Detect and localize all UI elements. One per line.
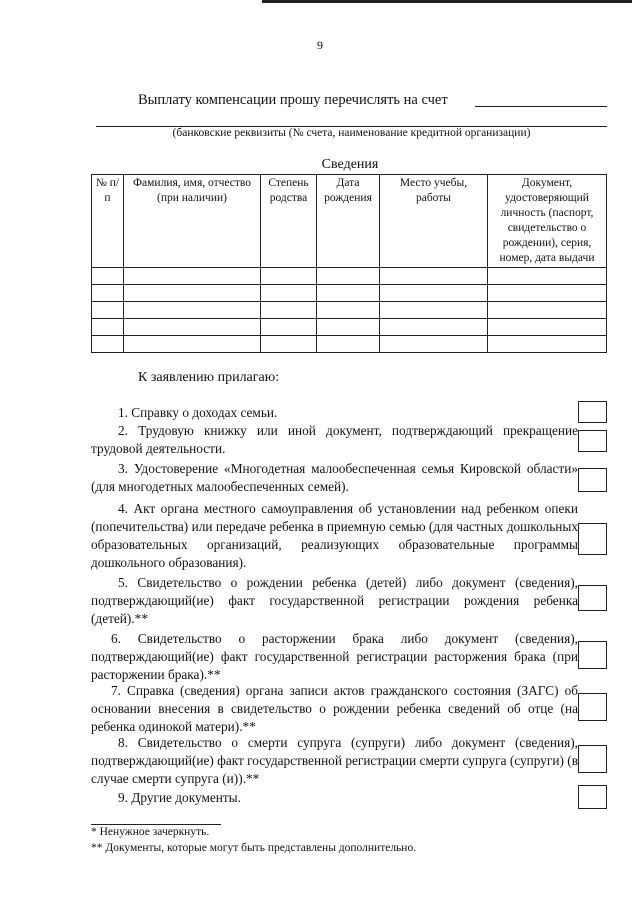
attachment-item-7: 7. Справка (сведения) органа записи актов гражданского состояния (ЗАГС) об основании внесения в свидетельство о рождении ребенка сведений об отце (на ребенка одинокой матери).** xyxy=(91,683,578,734)
top-border-line xyxy=(262,0,632,3)
table-cell[interactable] xyxy=(124,285,261,302)
table-title: Сведения xyxy=(321,157,379,172)
attachment-item-9: 9. Другие документы. xyxy=(118,790,241,805)
family-info-table xyxy=(91,174,607,353)
table-cell[interactable] xyxy=(380,336,488,353)
table-cell[interactable] xyxy=(488,285,607,302)
attachment-item-8: 8. Свидетельство о смерти супруга (супруги) либо документ (сведения), подтверждающий(ие) факт государственной регистрации смерти супруга (супруги) (в случае смерти супруга (и)).** xyxy=(91,735,578,786)
header-cell: Дата рождения xyxy=(317,175,380,268)
table-cell[interactable] xyxy=(488,268,607,285)
attachment-item-6: 6. Свидетельство о расторжении брака либо документ (сведения), подтверждающий(ие) факт государственной регистрации расторжения брака (при расторжении брака).** xyxy=(91,631,578,682)
table-cell[interactable] xyxy=(380,302,488,319)
table-cell[interactable] xyxy=(124,268,261,285)
table-cell[interactable] xyxy=(380,319,488,336)
payment-account-field[interactable] xyxy=(475,106,607,107)
page-number: 9 xyxy=(317,38,323,52)
header-cell: Документ, удостоверяющий личность (паспорт, свидетельство о рождении), серия, номер, дата выдачи xyxy=(488,175,607,268)
table-cell[interactable] xyxy=(124,302,261,319)
table-cell[interactable] xyxy=(317,285,380,302)
attachment-checkbox-4[interactable] xyxy=(578,523,607,555)
footnote-divider xyxy=(91,824,221,825)
attachment-checkbox-9[interactable] xyxy=(578,785,607,809)
footnote-1: * Ненужное зачеркнуть. xyxy=(91,826,210,838)
attachment-checkbox-3[interactable] xyxy=(578,468,607,492)
table-cell[interactable] xyxy=(488,336,607,353)
table-cell[interactable] xyxy=(317,302,380,319)
payment-account-label: Выплату компенсации прошу перечислять на счет xyxy=(138,92,448,108)
attachment-item-3: 3. Удостоверение «Многодетная малообеспеченная семья Кировской области» (для многодетных малообеспеченных семей). xyxy=(91,461,578,494)
attachment-item-2: 2. Трудовую книжку или иной документ, подтверждающий прекращение трудовой деятельности. xyxy=(91,423,578,456)
table-cell[interactable] xyxy=(261,336,317,353)
attachment-checkbox-8[interactable] xyxy=(578,745,607,773)
table-row xyxy=(92,336,607,353)
table-row xyxy=(92,319,607,336)
attachment-item-5: 5. Свидетельство о рождении ребенка (детей) либо документ (сведения), подтверждающий(ие) факт государственной регистрации рождения ребенка (детей).** xyxy=(91,575,578,626)
table-cell[interactable] xyxy=(261,285,317,302)
attachment-checkbox-7[interactable] xyxy=(578,693,607,721)
header-cell: Фамилия, имя, отчество (при наличии) xyxy=(124,175,261,268)
table-row xyxy=(92,268,607,285)
header-cell: Место учебы, работы xyxy=(380,175,488,268)
table-cell[interactable] xyxy=(92,319,124,336)
table-cell[interactable] xyxy=(124,336,261,353)
header-cell: Степень родства xyxy=(261,175,317,268)
attachment-item-1: 1. Справку о доходах семьи. xyxy=(118,405,278,420)
table-cell[interactable] xyxy=(92,285,124,302)
table-cell[interactable] xyxy=(261,302,317,319)
table-cell[interactable] xyxy=(380,268,488,285)
table-cell[interactable] xyxy=(317,268,380,285)
attachment-item-4: 4. Акт органа местного самоуправления об установлении над ребенком опеки (попечительства) или передаче ребенка в приемную семью (для частных дошкольных образовательных организаций, реализующих образовательные программы дошкольного образования). xyxy=(91,501,578,570)
table-row xyxy=(92,302,607,319)
header-cell: № п/п xyxy=(92,175,124,268)
table-cell[interactable] xyxy=(488,319,607,336)
attachment-checkbox-2[interactable] xyxy=(578,430,607,452)
table-cell[interactable] xyxy=(92,302,124,319)
table-cell[interactable] xyxy=(317,319,380,336)
table-cell[interactable] xyxy=(124,319,261,336)
table-header-row xyxy=(92,175,607,268)
table-cell[interactable] xyxy=(488,302,607,319)
bank-requisites-hint: (банковские реквизиты (№ счета, наименование кредитной организации) xyxy=(172,127,531,139)
attachment-checkbox-5[interactable] xyxy=(578,585,607,611)
table-cell[interactable] xyxy=(380,285,488,302)
table-cell[interactable] xyxy=(92,268,124,285)
table-cell[interactable] xyxy=(92,336,124,353)
table-row xyxy=(92,285,607,302)
table-cell[interactable] xyxy=(317,336,380,353)
footnote-2: ** Документы, которые могут быть представлены дополнительно. xyxy=(91,842,417,854)
attachments-heading: К заявлению прилагаю: xyxy=(138,370,280,385)
table-cell[interactable] xyxy=(261,268,317,285)
table-cell[interactable] xyxy=(261,319,317,336)
attachment-checkbox-6[interactable] xyxy=(578,641,607,669)
attachment-checkbox-1[interactable] xyxy=(578,401,607,423)
